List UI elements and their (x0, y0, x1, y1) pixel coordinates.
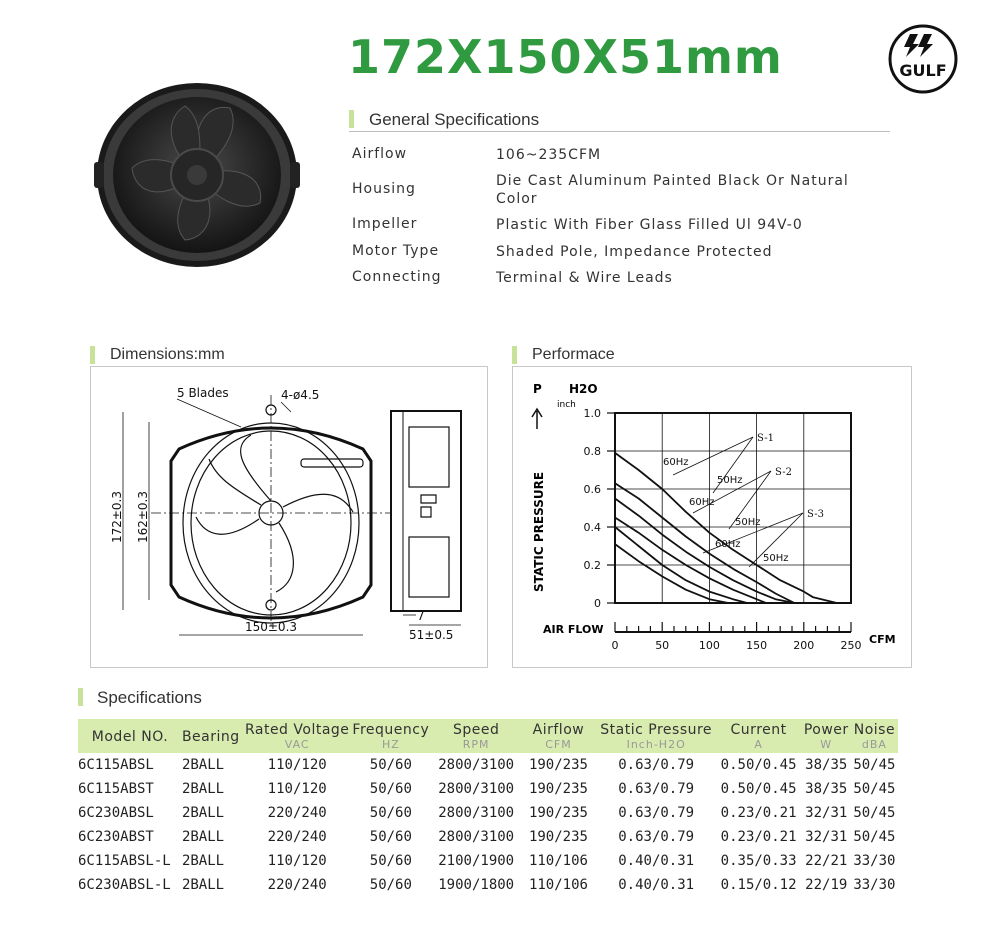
y-tick-label: 1.0 (583, 407, 601, 420)
label-height-inner: 162±0.3 (136, 490, 150, 544)
label-width: 150±0.3 (244, 620, 298, 634)
cell-power: 22/19 (805, 877, 848, 893)
table-row (78, 849, 898, 873)
dimensions-heading: Dimensions:mm (110, 346, 225, 363)
header-speed: Speed RPM (452, 722, 500, 751)
x-tick-label: 0 (611, 639, 619, 652)
cell-bearing: 2BALL (181, 757, 225, 773)
header-static-pressure: Static Pressure Inch-H2O (600, 722, 713, 751)
header-model: Model NO. (91, 728, 169, 745)
cell-current: 0.50/0.45 (720, 781, 797, 797)
specifications-heading: Specifications (97, 688, 202, 707)
y-tick-label: 0 (594, 597, 601, 610)
header-rated-voltage: Rated Voltage VAC (244, 722, 350, 751)
cell-airflow: 110/106 (528, 853, 588, 869)
cell-static-pressure: 0.63/0.79 (618, 757, 695, 773)
cell-frequency: 50/60 (369, 781, 412, 797)
spec-value-connecting: Terminal & Wire Leads (496, 270, 673, 286)
dimensions-drawing-box (90, 366, 488, 668)
y-tick-label: 0.2 (583, 559, 601, 572)
cell-airflow: 190/235 (528, 829, 588, 845)
spec-key-connecting: Connecting (352, 269, 442, 285)
cell-airflow: 110/106 (528, 877, 588, 893)
cell-frequency: 50/60 (369, 805, 412, 821)
cell-power: 38/35 (805, 781, 848, 797)
gulf-logo (888, 24, 958, 94)
logo-text: GULF (899, 61, 947, 80)
label-s2: S-2 (775, 467, 792, 478)
cell-voltage: 110/120 (267, 781, 327, 797)
table-header-row (78, 719, 898, 753)
general-spec-heading: General Specifications (369, 110, 540, 129)
cell-speed: 2800/3100 (438, 829, 515, 845)
header-noise: Noise dBA (853, 722, 896, 751)
label-s1-50hz: 50Hz (717, 475, 743, 486)
spec-value-motor-type: Shaded Pole, Impedance Protected (496, 244, 773, 260)
table-row (78, 801, 898, 825)
x-tick-label: 250 (840, 639, 862, 652)
cell-bearing: 2BALL (181, 853, 225, 869)
cell-model: 6C230ABSL (78, 805, 154, 821)
spec-value-impeller: Plastic With Fiber Glass Filled Ul 94V-0 (496, 217, 803, 233)
cell-noise: 33/30 (853, 877, 896, 893)
cell-model: 6C230ABSL-L (78, 877, 171, 893)
label-depth-small: 7 (417, 609, 425, 623)
spec-value-housing: Die Cast Aluminum Painted Black Or Natural Color (496, 173, 849, 207)
cell-noise: 50/45 (853, 829, 896, 845)
cell-frequency: 50/60 (369, 853, 412, 869)
table-row (78, 825, 898, 849)
fan-photo (90, 68, 305, 283)
performance-chart-box (512, 366, 912, 668)
cell-model: 6C115ABST (78, 781, 154, 797)
cell-voltage: 110/120 (267, 853, 327, 869)
cell-current: 0.15/0.12 (720, 877, 797, 893)
page-title: 172X150X51mm (348, 30, 783, 84)
cell-speed: 2800/3100 (438, 805, 515, 821)
x-tick-label: 100 (698, 639, 720, 652)
label-s3-60hz: 60Hz (715, 539, 741, 550)
cell-speed: 1900/1800 (438, 877, 515, 893)
cell-frequency: 50/60 (369, 829, 412, 845)
cell-bearing: 2BALL (181, 829, 225, 845)
cell-current: 0.23/0.21 (720, 829, 797, 845)
cell-voltage: 220/240 (267, 805, 327, 821)
label-blades: 5 Blades (177, 386, 229, 400)
cell-power: 32/31 (805, 829, 848, 845)
spec-key-airflow: Airflow (352, 146, 408, 162)
spec-key-motor-type: Motor Type (352, 243, 440, 259)
cell-voltage: 220/240 (267, 877, 327, 893)
x-tick-label: 150 (746, 639, 768, 652)
y-axis-title: STATIC PRESSURE (532, 471, 546, 593)
p-label: P (533, 382, 542, 396)
cell-bearing: 2BALL (181, 781, 225, 797)
label-holes: 4-ø4.5 (281, 388, 320, 402)
x-tick-label: 200 (793, 639, 815, 652)
performance-chart (513, 367, 911, 667)
cell-static-pressure: 0.63/0.79 (618, 781, 695, 797)
cell-frequency: 50/60 (369, 757, 412, 773)
header-bearing: Bearing (181, 728, 240, 745)
cell-airflow: 190/235 (528, 781, 588, 797)
label-s2-60hz: 60Hz (689, 497, 715, 508)
label-s2-50hz: 50Hz (735, 517, 761, 528)
cell-model: 6C230ABST (78, 829, 154, 845)
cell-voltage: 220/240 (267, 829, 327, 845)
table-row (78, 777, 898, 801)
label-s1-60hz: 60Hz (663, 457, 689, 468)
label-s3-50hz: 50Hz (763, 553, 789, 564)
cell-current: 0.23/0.21 (720, 805, 797, 821)
cell-power: 22/21 (805, 853, 848, 869)
y-tick-label: 0.8 (583, 445, 601, 458)
cell-frequency: 50/60 (369, 877, 412, 893)
performance-heading: Performace (532, 346, 615, 363)
cell-speed: 2800/3100 (438, 781, 515, 797)
cell-static-pressure: 0.40/0.31 (618, 877, 695, 893)
table-row (78, 873, 898, 897)
header-current: Current A (730, 722, 787, 751)
label-s1: S-1 (757, 433, 774, 444)
h2o-label: H2O (569, 382, 598, 396)
cell-current: 0.50/0.45 (720, 757, 797, 773)
x-axis-title: AIR FLOW (543, 623, 604, 636)
cell-bearing: 2BALL (181, 805, 225, 821)
cell-noise: 33/30 (853, 853, 896, 869)
cell-bearing: 2BALL (181, 877, 225, 893)
cell-noise: 50/45 (853, 805, 896, 821)
series-line-6 (615, 544, 728, 603)
header-power: Power W (803, 722, 849, 751)
spec-key-housing: Housing (352, 181, 416, 197)
table-row (78, 753, 898, 777)
cell-model: 6C115ABSL-L (78, 853, 171, 869)
spec-value-airflow: 106~235CFM (496, 147, 602, 163)
y-tick-label: 0.4 (583, 521, 601, 534)
label-height-outer: 172±0.3 (110, 490, 124, 544)
cell-voltage: 110/120 (267, 757, 327, 773)
cell-current: 0.35/0.33 (720, 853, 797, 869)
cell-speed: 2800/3100 (438, 757, 515, 773)
y-tick-label: 0.6 (583, 483, 601, 496)
header-airflow: Airflow CFM (532, 722, 585, 751)
cell-airflow: 190/235 (528, 805, 588, 821)
cell-power: 32/31 (805, 805, 848, 821)
cell-model: 6C115ABSL (78, 757, 154, 773)
x-tick-label: 50 (655, 639, 670, 652)
cell-airflow: 190/235 (528, 757, 588, 773)
header-frequency: Frequency HZ (352, 722, 430, 751)
x-unit-label: CFM (869, 633, 896, 646)
cell-static-pressure: 0.63/0.79 (618, 829, 695, 845)
cell-noise: 50/45 (853, 781, 896, 797)
dimensions-drawing (91, 367, 487, 667)
label-s3: S-3 (807, 509, 824, 520)
cell-static-pressure: 0.40/0.31 (618, 853, 695, 869)
spec-key-impeller: Impeller (352, 216, 418, 232)
cell-power: 38/35 (805, 757, 848, 773)
cell-static-pressure: 0.63/0.79 (618, 805, 695, 821)
label-depth: 51±0.5 (409, 628, 454, 642)
cell-speed: 2100/1900 (438, 853, 515, 869)
y-arrow-icon (532, 409, 542, 429)
inch-label: inch (557, 400, 576, 410)
cell-noise: 50/45 (853, 757, 896, 773)
specifications-table (78, 719, 898, 897)
